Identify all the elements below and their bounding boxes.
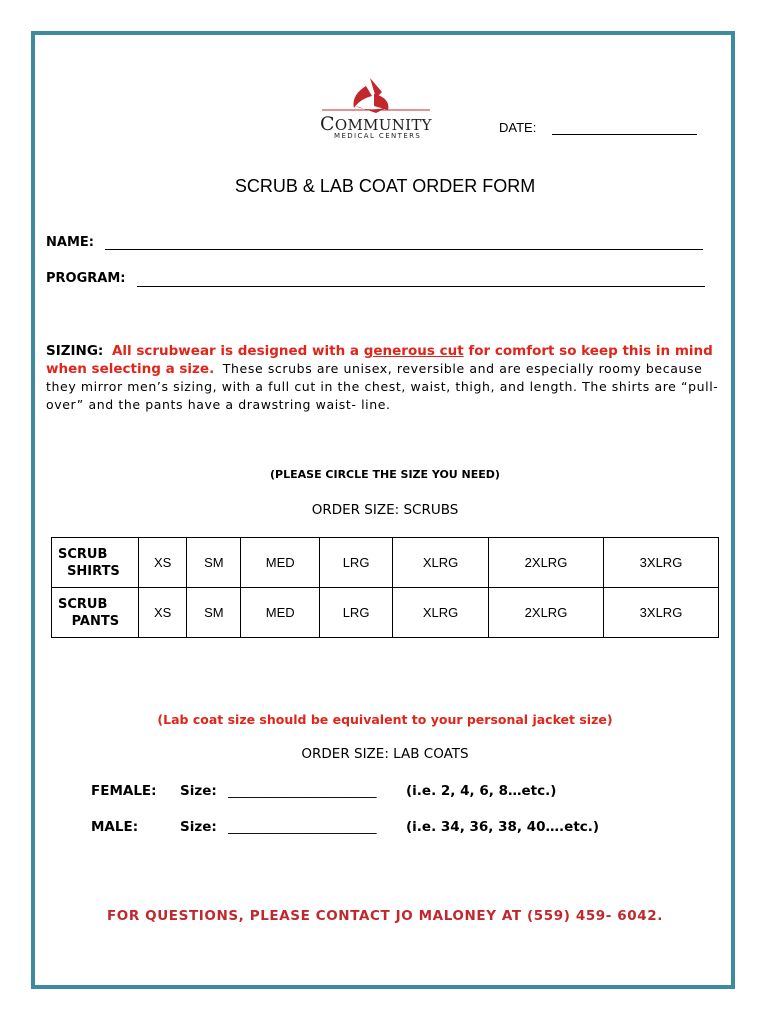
lab-coat-note: (Lab coat size should be equivalent to your personal jacket size) (157, 712, 613, 727)
date-label: DATE: (499, 120, 537, 135)
scrubs-heading: ORDER SIZE: SCRUBS (311, 502, 459, 518)
program-field[interactable] (137, 286, 705, 287)
size-option[interactable]: 2XLRG (489, 588, 604, 638)
size-option[interactable]: XS (139, 538, 187, 588)
male-label: MALE: (91, 819, 139, 835)
size-option[interactable]: MED (241, 588, 320, 638)
table-row (52, 538, 719, 588)
contact-info: FOR QUESTIONS, PLEASE CONTACT JO MALONEY AT (559) 459- 6042. (106, 908, 664, 924)
logo-subtitle: MEDICAL CENTERS (334, 132, 422, 140)
female-label: FEMALE: (91, 783, 157, 799)
size-option[interactable]: XLRG (393, 588, 489, 638)
size-option[interactable]: MED (241, 538, 320, 588)
size-option[interactable]: 3XLRG (603, 588, 718, 638)
name-field[interactable] (105, 249, 703, 250)
sizing-warning-2: for comfort so keep this in mind when selecting a size. (46, 343, 713, 377)
lab-coats-heading: ORDER SIZE: LAB COATS (301, 746, 469, 762)
male-size-example: (i.e. 34, 36, 38, 40….etc.) (406, 819, 600, 835)
sizing-paragraph (46, 342, 722, 414)
sizing-label: SIZING: (46, 343, 104, 359)
circle-instruction: (PLEASE CIRCLE THE SIZE YOU NEED) (270, 468, 500, 481)
table-row (52, 588, 719, 638)
sizing-warning-underlined: generous cut (363, 343, 464, 359)
female-size-label: Size: (180, 783, 217, 799)
sizing-body: These scrubs are unisex, reversible and are especially roomy because they mirror men’s sizing, with a full cut in the chest, waist, thigh, and length. The shirts are “pull- over” and the pants have a drawstring waist- line. (46, 361, 719, 412)
date-field[interactable] (552, 134, 697, 135)
sizing-warning-1: All scrubwear is designed with a (111, 343, 364, 359)
scrubs-size-table (51, 537, 719, 638)
logo-wordmark: COMMUNITY (320, 113, 432, 135)
form-title: SCRUB & LAB COAT ORDER FORM (234, 176, 536, 196)
size-option[interactable]: LRG (320, 538, 393, 588)
size-option[interactable]: 3XLRG (603, 538, 718, 588)
size-option[interactable]: LRG (320, 588, 393, 638)
size-option[interactable]: 2XLRG (489, 538, 604, 588)
size-option[interactable]: XLRG (393, 538, 489, 588)
female-size-field[interactable]: ______________________ (228, 783, 377, 799)
size-option[interactable]: SM (187, 588, 241, 638)
size-option[interactable]: XS (139, 588, 187, 638)
name-label: NAME: (46, 235, 94, 250)
row-header-shirts: SCRUB SHIRTS (52, 538, 139, 588)
row-header-pants: SCRUB PANTS (52, 588, 139, 638)
program-label: PROGRAM: (46, 271, 126, 286)
male-size-field[interactable]: ______________________ (228, 819, 377, 835)
male-size-label: Size: (180, 819, 217, 835)
size-option[interactable]: SM (187, 538, 241, 588)
female-size-example: (i.e. 2, 4, 6, 8…etc.) (406, 783, 557, 799)
